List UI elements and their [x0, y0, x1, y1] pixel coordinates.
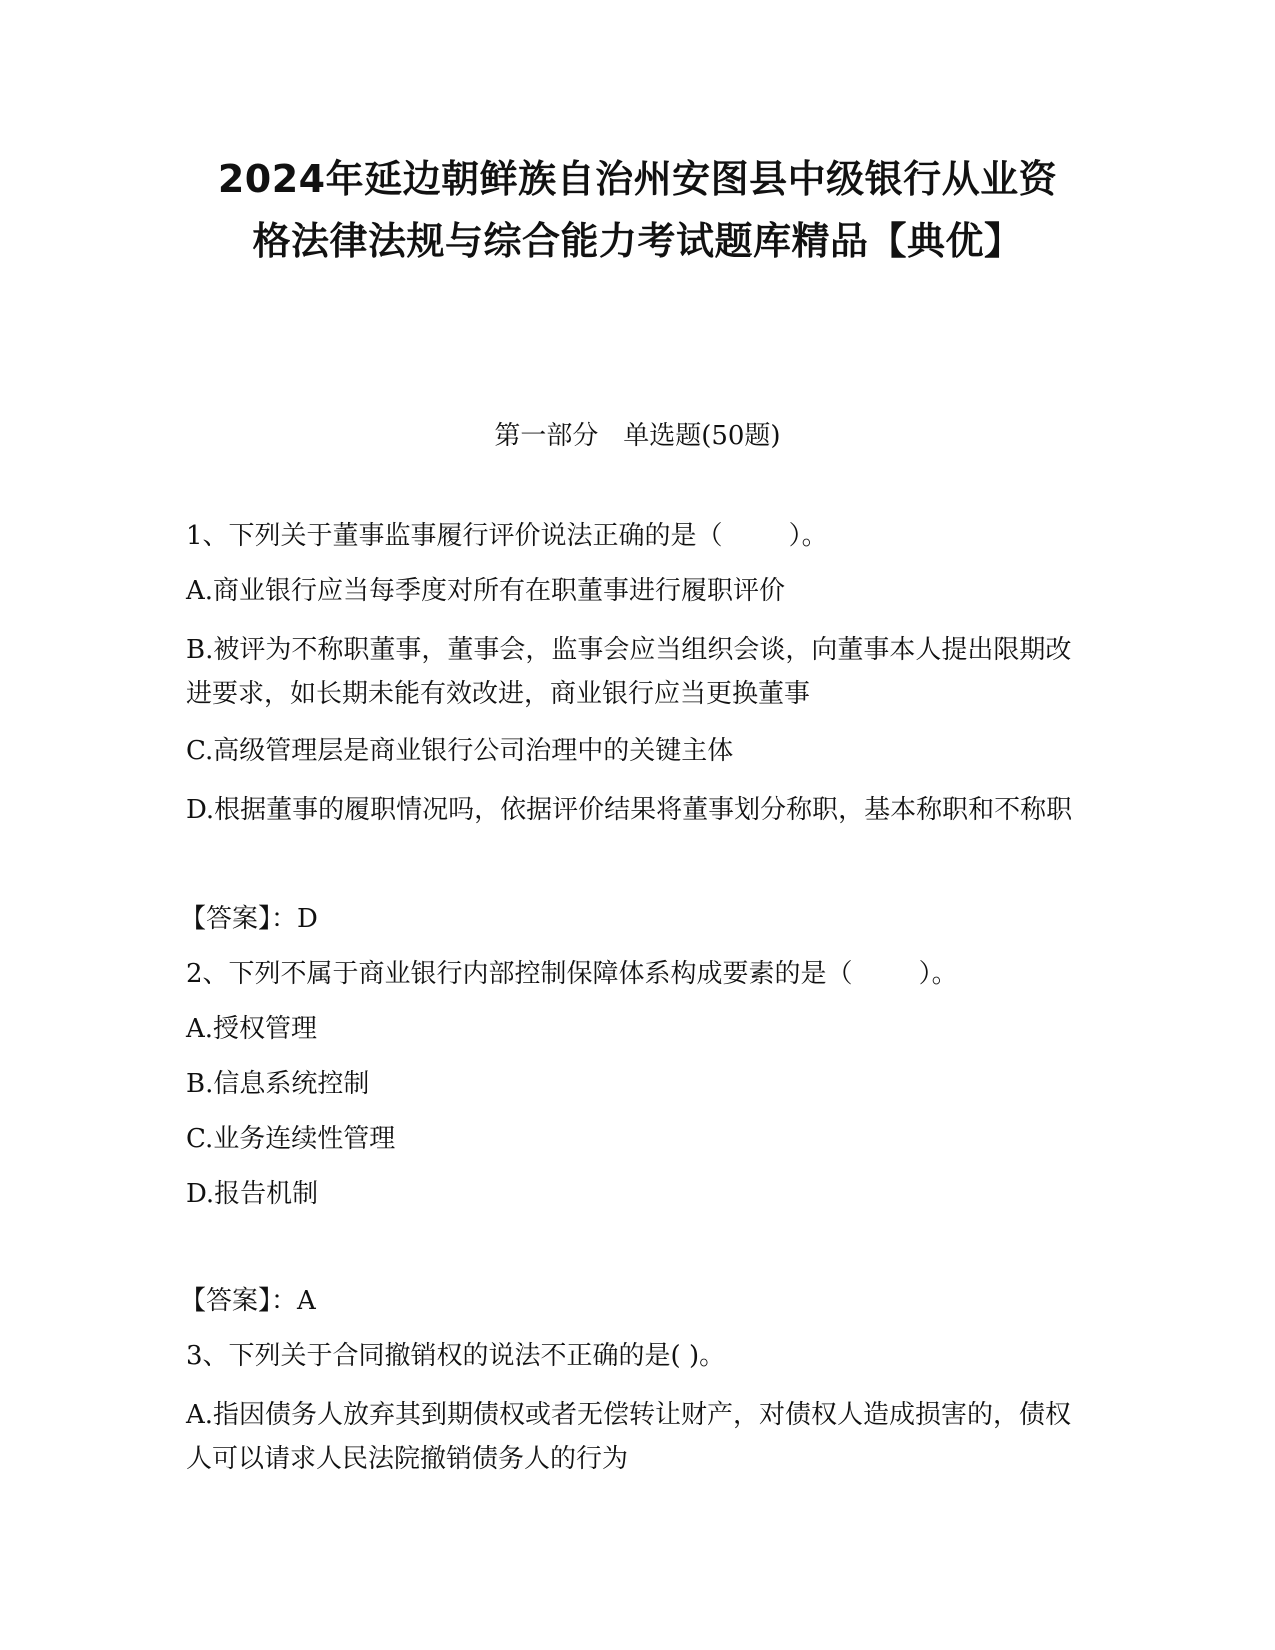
question-stem: 1、下列关于董事监事履行评价说法正确的是（ ）。 [186, 521, 828, 551]
question-stem: 3、下列关于合同撤销权的说法不正确的是( )。 [186, 1341, 726, 1371]
document-title-line-1: 2024年延边朝鲜族自治州安图县中级银行从业资 [217, 157, 1058, 201]
option-a: A.授权管理 [186, 1014, 318, 1044]
option-b: B.信息系统控制 [186, 1069, 370, 1099]
document-title [160, 148, 1115, 272]
option-d: D.报告机制 [186, 1179, 319, 1209]
option-c: C.业务连续性管理 [186, 1124, 396, 1154]
question-3 [186, 1338, 1076, 1481]
option-a: A.商业银行应当每季度对所有在职董事进行履职评价 [186, 576, 786, 606]
section-heading: 第一部分 单选题(50题) [494, 421, 781, 451]
question-2 [180, 956, 1076, 1319]
question-list [180, 518, 1076, 1498]
option-b: B.被评为不称职董事，董事会，监事会应当组织会谈，向董事本人提出限期改进要求，如长期未能有效改进，商业银行应当更换董事 [186, 635, 1072, 709]
question-1 [180, 518, 1076, 937]
option-a: A.指因债务人放弃其到期债权或者无偿转让财产，对债权人造成损害的，债权人可以请求人民法院撤销债务人的行为 [186, 1400, 1072, 1474]
answer-label: 【答案】：A [180, 1286, 316, 1316]
answer-label: 【答案】：D [180, 904, 318, 934]
question-stem: 2、下列不属于商业银行内部控制保障体系构成要素的是（ ）。 [186, 959, 958, 989]
document-title-line-2: 格法律法规与综合能力考试题库精品【典优】 [252, 219, 1023, 263]
option-d: D.根据董事的履职情况吗，依据评价结果将董事划分称职，基本称职和不称职 [186, 795, 1073, 825]
spacer [186, 1231, 1076, 1283]
spacer [186, 849, 1076, 901]
option-c: C.高级管理层是商业银行公司治理中的关键主体 [186, 736, 734, 766]
